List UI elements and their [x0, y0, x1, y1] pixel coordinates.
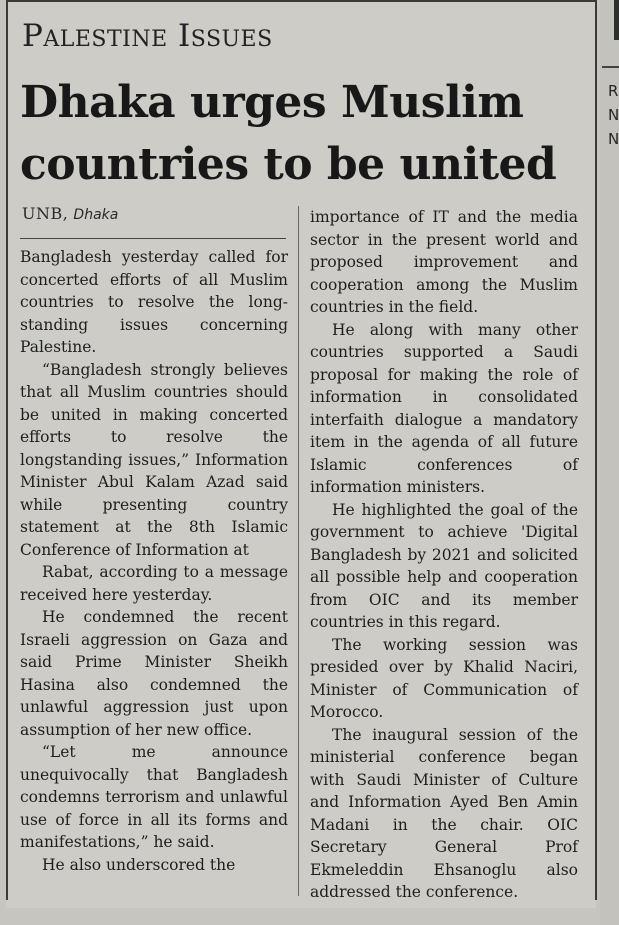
byline — [22, 204, 118, 223]
adjacent-fragment: N — [608, 106, 619, 124]
paragraph: “Bangladesh strongly believes that all Muslim countries should be united in making concerted efforts to resolve the longstanding issues,” Information Minister Abul Kalam Azad said while presenting country statement at the 8th Islamic Conference of Information at — [20, 360, 288, 559]
byline-place: Dhaka — [73, 207, 119, 223]
article-column-2 — [310, 206, 578, 904]
paragraph: Bangladesh yesterday called for concerted efforts of all Muslim countries to resolve the long-standing issues concerning Palestine. — [20, 248, 288, 356]
article-headline — [20, 72, 590, 196]
headline-line: countries to be united — [20, 139, 557, 190]
left-border-rule — [6, 0, 8, 900]
paragraph: Rabat, according to a message received here yesterday. — [20, 563, 288, 604]
section-kicker: Palestine Issues — [22, 18, 273, 54]
adjacent-black-bar — [614, 0, 619, 40]
headline-line: Dhaka urges Muslim — [20, 77, 524, 128]
paragraph: He condemned the recent Israeli aggression on Gaza and said Prime Minister Sheikh Hasina also condemned the unlawful aggression just upon assumption of her new office. — [20, 608, 288, 739]
paragraph: He also underscored the — [42, 855, 236, 874]
column-divider — [298, 206, 299, 896]
adjacent-fragment: N — [608, 130, 619, 148]
byline-agency: UNB, — [22, 204, 69, 223]
paragraph: He highlighted the goal of the government to achieve 'Digital Bangladesh by 2021 and solicited all possible help and cooperation from OIC and its member countries in this regard. — [310, 500, 578, 631]
adjacent-rule — [602, 66, 619, 68]
paragraph: The inaugural session of the ministerial conference began with Saudi Minister of Culture and Information Ayed Ben Amin Madani in the chair. OIC Secretary General Prof Ekmeleddin Ehsanoglu also addressed the conference. — [310, 725, 578, 901]
article-column-1 — [20, 246, 288, 876]
byline-rule — [20, 238, 286, 239]
right-border-rule — [595, 0, 597, 900]
paragraph: “Let me announce unequivocally that Bangladesh condemns terrorism and unlawful use of force in all its forms and manifestations,” he said. — [20, 743, 288, 851]
paragraph: He along with many other countries supported a Saudi proposal for making the role of information in consolidated interfaith dialogue a mandatory item in the agenda of all future Islamic conferences of information ministers. — [310, 320, 578, 496]
top-border-rule — [6, 0, 596, 2]
paragraph: importance of IT and the media sector in the present world and proposed improvement and cooperation among the Muslim countries in the field. — [310, 208, 578, 316]
paragraph: The working session was presided over by Khalid Naciri, Minister of Communication of Morocco. — [310, 635, 578, 721]
adjacent-fragment: R — [608, 82, 619, 100]
